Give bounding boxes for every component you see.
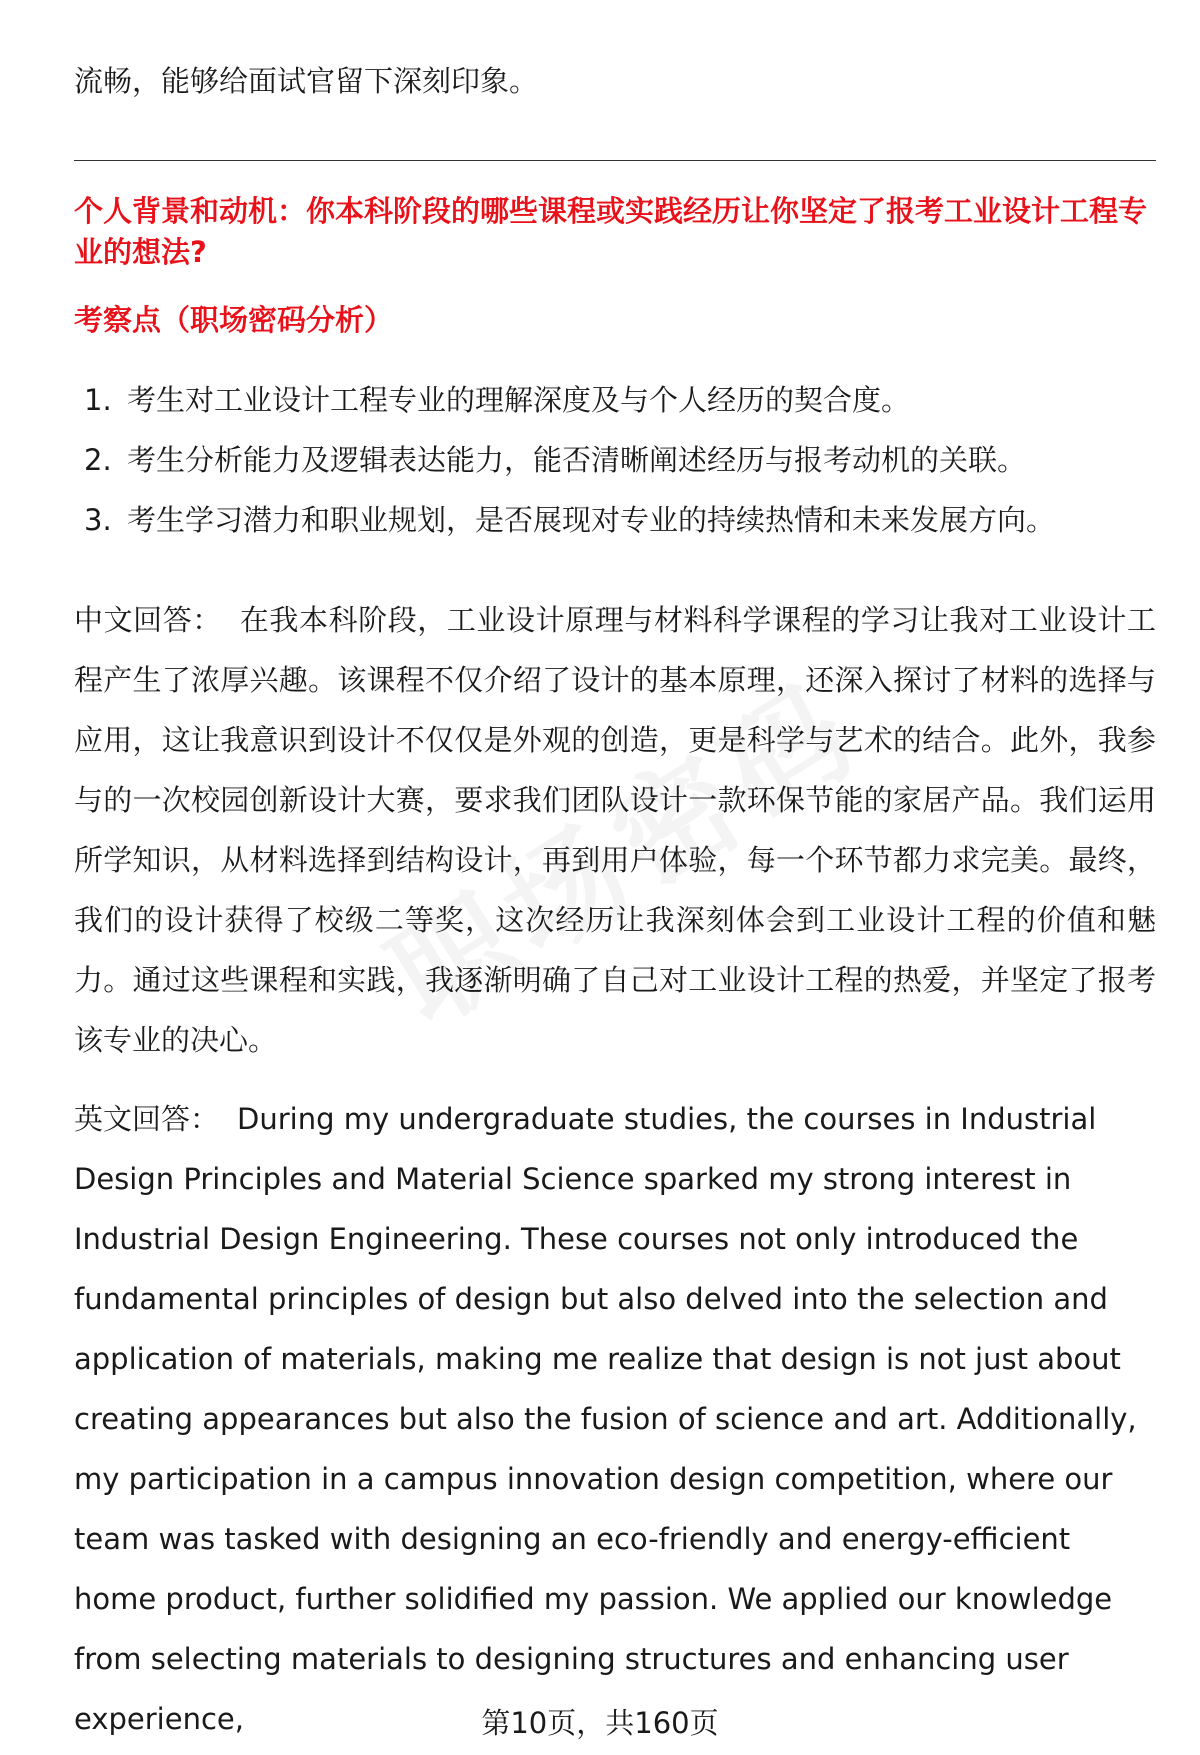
chinese-answer-paragraph (74, 590, 1156, 1070)
question-heading: 个人背景和动机：你本科阶段的哪些课程或实践经历让你坚定了报考工业设计工程专业的想法? (74, 194, 1148, 269)
analysis-subheading: 考察点（职场密码分析） (74, 303, 394, 337)
list-number: 3. (84, 503, 112, 537)
english-answer-text: During my undergraduate studies, the courses in Industrial Design Principles and Material Science sparked my strong interest in Industrial Design Engineering. These courses not only introduced the fundamental principles of design but also delved into the selection and application of materials, making me realize that design is not just about creating appearances but also the fusion of science and art. Additionally, my participation in a campus innovation design competition, where our team was tasked with designing an eco-friendly and energy-efficient home product, further solidified my passion. We applied our knowledge from selecting materials to designing structures and enhancing user experience, (74, 1102, 1137, 1736)
english-answer-paragraph (74, 1089, 1156, 1749)
english-answer-label: 英文回答： (74, 1102, 220, 1136)
list-item-text: 考生分析能力及逻辑表达能力，能否清晰阐述经历与报考动机的关联。 (127, 443, 1027, 477)
list-item (74, 380, 1156, 440)
analysis-points-list (74, 380, 1156, 560)
list-item-text: 考生对工业设计工程专业的理解深度及与个人经历的契合度。 (127, 383, 911, 417)
list-number: 2. (84, 443, 112, 477)
page-number-footer: 第10页，共160页 (481, 1706, 719, 1740)
list-item (74, 500, 1156, 560)
chinese-answer-text: 在我本科阶段，工业设计原理与材料科学课程的学习让我对工业设计工程产生了浓厚兴趣。该课程不仅介绍了设计的基本原理，还深入探讨了材料的选择与应用，这让我意识到设计不仅仅是外观的创造，更是科学与艺术的结合。此外，我参与的一次校园创新设计大赛，要求我们团队设计一款环保节能的家居产品。我们运用所学知识，从材料选择到结构设计，再到用户体验，每一个环节都力求完美。最终，我们的设计获得了校级二等奖，这次经历让我深刻体会到工业设计工程的价值和魅力。通过这些课程和实践，我逐渐明确了自己对工业设计工程的热爱，并坚定了报考该专业的决心。 (74, 603, 1156, 1057)
list-number: 1. (84, 383, 112, 417)
section-divider (74, 160, 1156, 161)
list-item-text: 考生学习潜力和职业规划，是否展现对专业的持续热情和未来发展方向。 (127, 503, 1056, 537)
lead-text: 流畅，能够给面试官留下深刻印象。 (74, 64, 539, 98)
list-item (74, 440, 1156, 500)
chinese-answer-label: 中文回答： (74, 603, 222, 637)
